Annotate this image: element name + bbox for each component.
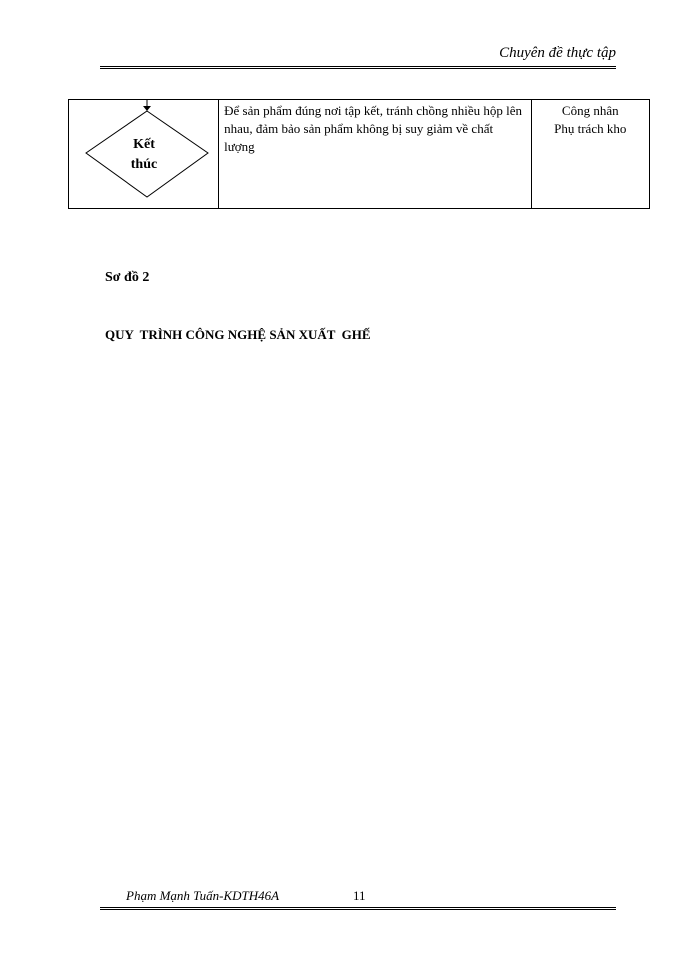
page-number: 11 <box>353 888 366 903</box>
diamond-label-line1: Kết <box>133 137 155 152</box>
description-cell: Để sản phẩm đúng nơi tập kết, tránh chồng nhiều hộp lên nhau, đảm bảo sản phẩm không bị suy giảm về chất lượng <box>219 100 531 209</box>
end-diamond-shape <box>86 111 208 197</box>
section-heading: QUY TRÌNH CÔNG NGHỆ SẢN XUẤT GHẾ <box>105 327 371 342</box>
header-rule <box>100 66 616 69</box>
arrow-head-icon <box>143 106 151 111</box>
diagram-cell <box>69 100 219 209</box>
diagram-caption: Sơ đồ 2 <box>105 270 150 285</box>
flow-table <box>68 99 650 209</box>
table-row <box>69 100 650 209</box>
responsible-cell <box>531 100 649 209</box>
footer-author: Phạm Mạnh Tuấn-KDTH46A <box>126 888 280 903</box>
responsible-line2: Phụ trách kho <box>554 121 627 136</box>
footer-rule <box>100 907 616 910</box>
page-header-title: Chuyên đề thực tập <box>499 45 616 61</box>
end-diamond-diagram <box>69 100 219 210</box>
responsible-line1: Công nhân <box>561 103 619 118</box>
diamond-label-line2: thúc <box>130 157 158 172</box>
